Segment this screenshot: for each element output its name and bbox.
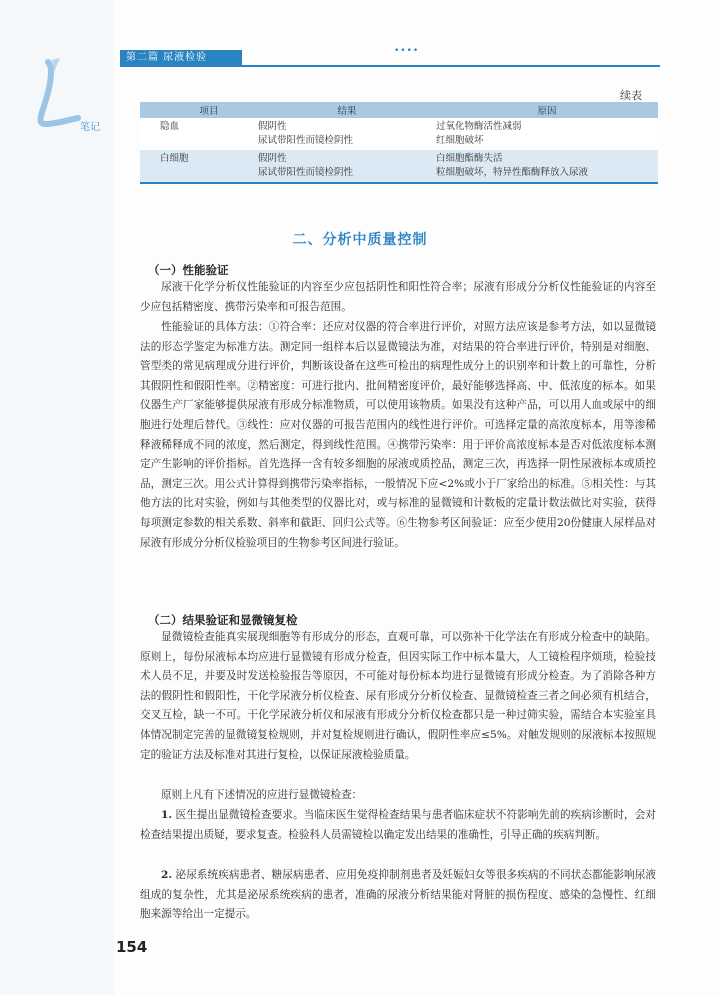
paragraph xyxy=(140,628,656,765)
reason-line: 粒细胞破坏，特异性酯酶释放入尿液 xyxy=(436,167,589,178)
cell-item: 白细胞 xyxy=(160,153,189,164)
header-reason: 原因 xyxy=(537,106,557,117)
reason-line: 白细胞酯酶失活 xyxy=(436,153,503,164)
list-number: 1. xyxy=(161,809,173,821)
list-item xyxy=(140,806,656,845)
paragraph-text: 原则上凡有下述情况的应进行显微镜检查： xyxy=(161,789,363,801)
cell-result xyxy=(258,150,436,182)
header-result: 结果 xyxy=(337,106,357,117)
cell-result xyxy=(258,118,436,150)
table-row xyxy=(140,150,658,182)
continued-table xyxy=(140,102,658,184)
cell-item: 隐血 xyxy=(160,121,180,132)
subheading-verification: （二）结果验证和显微镜复检 xyxy=(148,613,298,627)
section-title: 二、分析中质量控制 xyxy=(292,232,428,248)
reason-line: 红细胞破坏 xyxy=(436,135,484,146)
table-header-row xyxy=(140,102,658,118)
header-dots: •••• xyxy=(394,46,420,56)
list-text: 泌尿系统疾病患者、糖尿病患者、应用免疫抑制剂患者及妊娠妇女等很多疾病的不同状态都能影响尿液组成的复杂性，尤其是泌尿系统疾病的患者，准确的尿液分析结果能对肾脏的损伤程度、感染的急慢性、红细胞来源等给出一定提示。 xyxy=(140,869,656,921)
result-line: 尿试带阳性而镜检阴性 xyxy=(258,135,354,146)
cell-reason xyxy=(436,118,658,150)
pencil-note-icon xyxy=(16,58,116,138)
list-item xyxy=(140,866,656,925)
result-line: 假阴性 xyxy=(258,153,287,164)
paragraph xyxy=(140,786,656,806)
subheading-performance: （一）性能验证 xyxy=(148,263,229,277)
page-number: 154 xyxy=(116,938,148,956)
list-number: 2. xyxy=(161,869,173,881)
table-continued-label: 续表 xyxy=(620,89,642,102)
header-item: 项目 xyxy=(199,106,219,117)
header-rule xyxy=(120,65,660,67)
paragraph-text: 性能验证的具体方法：①符合率：还应对仪器的符合率进行评价，对照方法应该是参考方法，如以显微镜法的形态学鉴定为标准方法。测定同一组样本后以显微镜法为准，对结果的符合率进行评价，特别是对细胞、管型类的常见病理成分进行评价，判断该设备在这些可检出的病理性成分上的识别率和计数上的可靠性，分析其假阴性和假阳性率。②精密度：可进行批内、批间精密度评价，最好能够选择高、中、低浓度的标本。如果仪器生产厂家能够提供尿液有形成分标准物质，可以使用该物质。如果没有这种产品，可以用人血或尿中的细胞进行处理后替代。③线性：应对仪器的可报告范围内的线性进行评价。可选择定量的高浓度标本，用等渗稀释液稀释成不同的浓度，然后测定，得到线性范围。④携带污染率：用于评价高浓度标本是否对低浓度标本测定产生影响的评价指标。首先选择一含有较多细胞的尿液或质控品，测定三次，再选择一阴性尿液标本或质控品，测定三次。用公式计算得到携带污染率指标，一般情况下应<2%或小于厂家给出的标准。⑤相关性：与其他方法的比对实验，例如与其他类型的仪器比对，或与标准的显微镜和计数板的定量计数法做比对实验，获得每项测定参数的相关系数、斜率和截距、回归公式等。⑥生物参考区间验证：应至少使用20份健康人尿样品对尿液有形成分分析仪检验项目的生物参考区间进行验证。 xyxy=(140,321,656,549)
result-line: 假阴性 xyxy=(258,121,287,132)
table-row xyxy=(140,118,658,150)
reason-line: 过氧化物酶活性减弱 xyxy=(436,121,522,132)
paragraph xyxy=(140,318,656,553)
paragraph xyxy=(140,278,656,317)
notes-label: 笔记 xyxy=(80,122,100,133)
paragraph-text: 显微镜检查能真实展现细胞等有形成分的形态，直观可靠，可以弥补干化学法在有形成分检查中的缺陷。原则上，每份尿液标本均应进行显微镜有形成分检查，但因实际工作中标本量大，人工镜检程序烦琐，检验技术人员不足，并要及时发送检验报告等原因，不可能对每份标本均进行显微镜有形成分检查。为了消除各种方法的假阴性和假阳性，干化学尿液分析仪检查、尿有形成分分析仪检查、显微镜检查三者之间必须有机结合，交叉互检，缺一不可。干化学尿液分析仪和尿液有形成分分析仪检查都只是一种过筛实验，需结合本实验室具体情况制定完善的显微镜复检规则，并对复检规则进行确认，假阴性率应≤5%。对触发规则的尿液标本按照规定的验证方法及标准对其进行复检，以保证尿液检验质量。 xyxy=(140,631,656,761)
notes-margin xyxy=(0,0,114,995)
result-line: 尿试带阳性而镜检阴性 xyxy=(258,167,354,178)
chapter-header: 第二篇 尿液检验 xyxy=(120,50,242,66)
list-text: 医生提出显微镜检查要求。当临床医生觉得检查结果与患者临床症状不符影响先前的疾病诊断时，会对检查结果提出质疑，要求复查。检验科人员需镜检以确定发出结果的准确性，引导正确的疾病判断。 xyxy=(140,809,656,841)
paragraph-text: 尿液干化学分析仪性能验证的内容至少应包括阴性和阳性符合率；尿液有形成分分析仪性能验证的内容至少应包括精密度、携带污染率和可报告范围。 xyxy=(140,281,656,313)
cell-reason xyxy=(436,150,658,182)
